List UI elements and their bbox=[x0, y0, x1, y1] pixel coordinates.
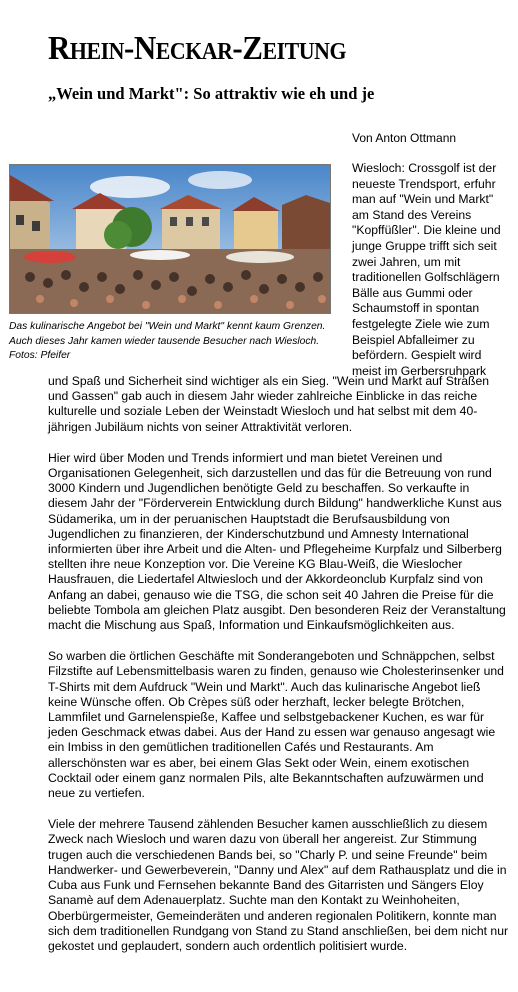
svg-text:Rhein-Neckar-Zeitung: Rhein-Neckar-Zeitung bbox=[48, 30, 347, 66]
article-paragraph: Viele der mehrere Tausend zählenden Besucher kamen ausschließlich zu diesem Zweck nach Wiesloch und waren dazu von überall her angereist. Zur Stimmung trugen auch die verschiedenen Bands bei, so "Charly P. und seine Freunde" beim Handwerker- und Gewerbeverein, "Danny und Alex" auf dem Rathausplatz und die in Cuba aus Funk und Fernsehen bekannte Band des Gitarristen und Sängers Eloy Sanamè auf dem Adenauerplatz. Suchte man den Kontakt zu Weinhoheiten, Oberbürgermeister, Gemeinderäten und anderen regionalen Politikern, konnte man sich dem traditionellen Rundgang von Stand zu Stand anschließen, bei dem nicht nur gekostet und geplaudert, sondern auch ordentlich politisiert wurde. bbox=[48, 817, 509, 953]
article-lead-paragraph: Wiesloch: Crossgolf ist der neueste Trendsport, erfuhr man auf "Wein und Markt" am Stand des Vereins "Kopffüßler". Die kleine und junge Gruppe trifft sich seit zwei Jahren, um mit traditionellen Golfschlägern Bälle aus Gummi oder Schaumstoff in spontan festgelegte Ziele wie zum Beispiel Abfalleimer zu befördern. Gespielt wird meist im Gerbersruhpark bbox=[352, 161, 501, 378]
masthead-logo bbox=[48, 28, 348, 66]
article-figure bbox=[9, 164, 331, 364]
article-headline: „Wein und Markt": So attraktiv wie eh und je bbox=[48, 84, 375, 103]
newspaper-masthead bbox=[48, 28, 348, 66]
article-paragraph: So warben die örtlichen Geschäfte mit Sonderangeboten und Schnäppchen, selbst Filzstifte auf Lebensmittelbasis waren zu finden, genauso wie Cholesterinsenker und T-Shirts mit dem Aufdruck "Wein und Markt". Auch das kulinarische Angebot ließ keine Wünsche offen. Ob Crèpes süß oder herzhaft, lecker belegte Brötchen, Lammfilet und Garnelenspieße, Kaffee und selbstgebackener Kuchen, es war für jeden Geschmack etwas dabei. Aus der Hand zu essen war genauso angesagt wie ein Imbiss in den gemütlichen traditionellen Cafés und Restaurants. Am allerschönsten war es aber, bei einem Glas Sekt oder Wein, einem exotischen Cocktail oder einem ganz normalen Pils, alte Bekanntschaften aufzuwärmen und neue zu vertiefen. bbox=[48, 649, 504, 801]
photo-caption: Das kulinarische Angebot bei "Wein und Markt" kennt kaum Grenzen. Auch dieses Jahr kamen wieder tausende Besucher nach Wiesloch. Fotos: Pfeifer bbox=[9, 321, 326, 361]
market-crowd-photo bbox=[9, 164, 331, 314]
article-paragraph: und Spaß und Sicherheit sind wichtiger als ein Sieg. "Wein und Markt auf Straßen und Gassen" gab auch in diesem Jahr wieder zahlreiche Einblicke in das reiche kulturelle und soziale Leben der Weinstadt Wiesloch und hat selbst mit dem 40-jährigen Jubiläum nichts von seiner Attraktivität verloren. bbox=[48, 374, 490, 434]
article-paragraph: Hier wird über Moden und Trends informiert und man bietet Vereinen und Organisationen Gelegenheit, sich darzustellen und das für die Betreuung von rund 3000 Kindern und Jugendlichen benötigte Geld zu beschaffen. So verkaufte in diesem Jahr der "Förderverein Entwicklung durch Bildung" handwerkliche Kunst aus Südamerika, um in der peruanischen Hauptstadt die Berufsausbildung von Jugendlichen zu finanzieren, der Kinderschutzbund und Amnesty International informierten über ihre Arbeit und die Alten- und Pflegeheime Kurpfalz und Silberberg stellten ihre neue Konzeption vor. Die Vereine KG Blau-Weiß, die Wieslocher Hausfrauen, die Liedertafel Altwiesloch und der Akkordeonclub Kurpfalz sind von Anfang an dabei, genauso wie die TSG, die schon seit 40 Jahren die Preise für die beliebte Tombola am gleichen Platz ausgibt. Den besonderen Reiz der Veranstaltung macht die Mischung aus Spaß, Information und Einkaufsmöglichkeiten aus. bbox=[48, 450, 506, 633]
article-byline: Von Anton Ottmann bbox=[352, 131, 457, 145]
article-body bbox=[48, 374, 510, 970]
